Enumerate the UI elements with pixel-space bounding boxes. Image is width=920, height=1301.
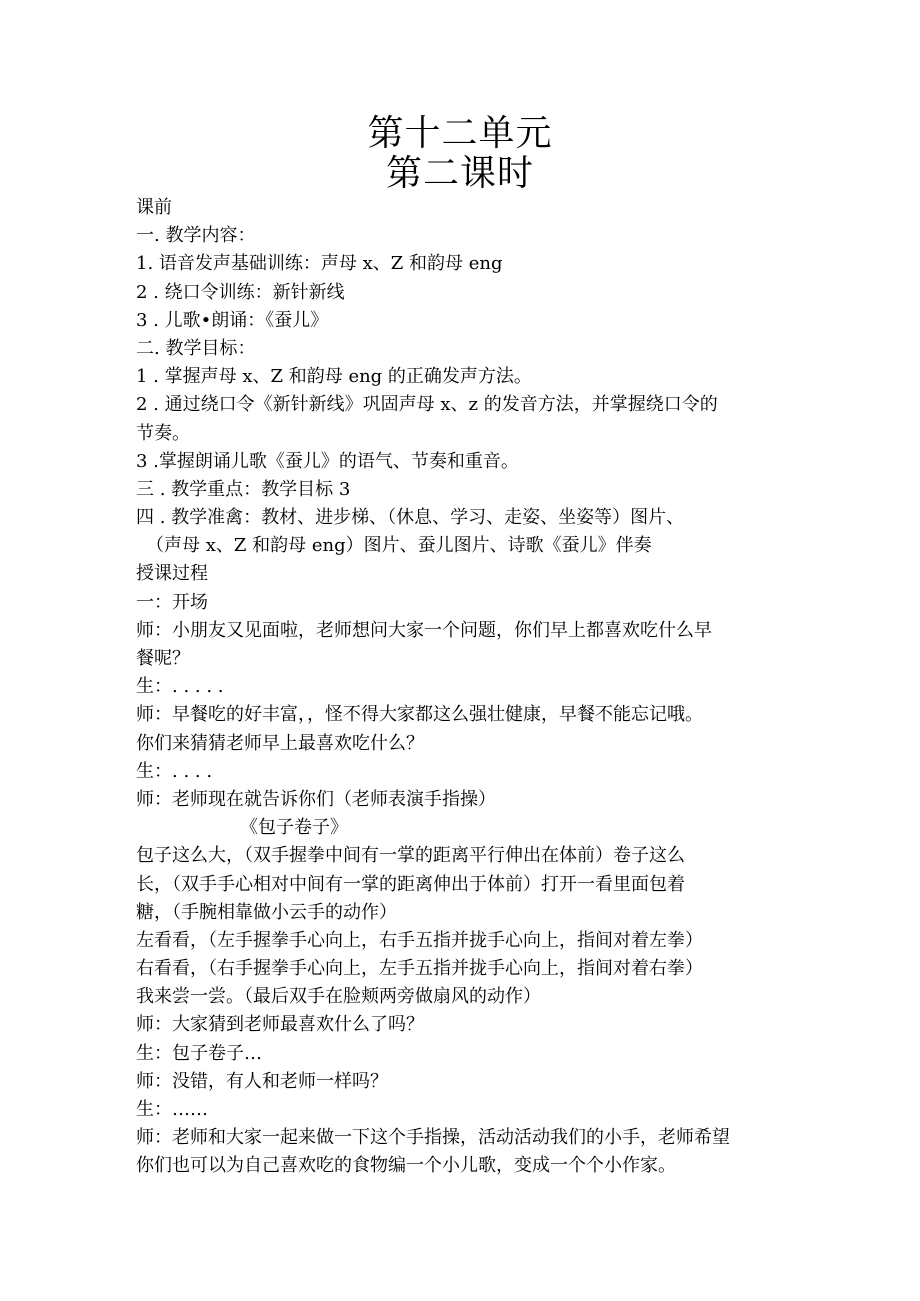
rhyme-line: 长，（双手手心相对中间有一掌的距离伸出于体前）打开一看里面包着 — [136, 873, 685, 895]
goal-item-3: 3 .掌握朗诵儿歌《蚕儿》的语气、节奏和重音。 — [136, 450, 519, 472]
rhyme-title: 《包子卷子》 — [240, 817, 348, 839]
document-body — [136, 194, 796, 1181]
section-heading-process: 授课过程 — [136, 563, 208, 585]
rhyme-line: 右看看，（右手握拳手心向上，左手五指并拢手心向上，指间对着右拳） — [136, 958, 703, 980]
dialogue-line: 师：早餐吃的好丰富，，怪不得大家都这么强壮健康，早餐不能忘记哦。 — [136, 704, 703, 726]
dialogue-line: 生：包子卷子… — [136, 1042, 262, 1064]
dialogue-line: 餐呢？ — [136, 648, 190, 669]
rhyme-line: 糖，（手腕相靠做小云手的动作） — [136, 901, 397, 923]
content-item-1: 1. 语音发声基础训练：声母 x、Z 和韵母 eng — [136, 253, 503, 275]
rhyme-line: 我来尝一尝。（最后双手在脸颊两旁做扇风的动作） — [136, 986, 541, 1008]
dialogue-line: 生：. . . . . — [136, 676, 224, 698]
heading-opening: 一：开场 — [136, 591, 208, 613]
teaching-focus: 三 . 教学重点：教学目标 3 — [136, 478, 351, 500]
goal-item-2: 2 . 通过绕口令《新针新线》巩固声母 x、z 的发音方法，并掌握绕口令的 — [136, 394, 718, 416]
dialogue-line: 师：没错，有人和老师一样吗？ — [136, 1070, 388, 1092]
unit-title: 第十二单元 — [367, 113, 553, 154]
teaching-preparation-continued: （声母 x、Z 和韵母 eng）图片、蚕儿图片、诗歌《蚕儿》伴奏 — [146, 535, 652, 557]
goal-item-2-continued: 节奏。 — [136, 422, 190, 444]
section-heading-before-class: 课前 — [136, 197, 172, 218]
dialogue-line: 生：…… — [136, 1099, 208, 1120]
dialogue-line: 师：老师现在就告诉你们（老师表演手指操） — [136, 788, 496, 810]
dialogue-line: 生：. . . . — [136, 760, 213, 782]
heading-teaching-goals: 二. 教学目标： — [136, 337, 256, 359]
rhyme-line: 左看看，（左手握拳手心向上，右手五指并拢手心向上，指间对着左拳） — [136, 929, 703, 951]
goal-item-1: 1 . 掌握声母 x、Z 和韵母 eng 的正确发声方法。 — [136, 366, 532, 388]
dialogue-line: 师：大家猜到老师最喜欢什么了吗？ — [136, 1014, 424, 1036]
dialogue-line: 师：小朋友又见面啦，老师想问大家一个问题，你们早上都喜欢吃什么早 — [136, 619, 712, 641]
dialogue-line: 你们也可以为自己喜欢吃的食物编一个小儿歌，变成一个个小作家。 — [136, 1155, 676, 1177]
dialogue-line: 师：老师和大家一起来做一下这个手指操，活动活动我们的小手，老师希望 — [136, 1127, 730, 1149]
content-item-2: 2 . 绕口令训练：新针新线 — [136, 281, 345, 303]
content-item-3: 3 . 儿歌•朗诵：《蚕儿》 — [136, 309, 329, 331]
rhyme-line: 包子这么大，（双手握拳中间有一掌的距离平行伸出在体前）卷子这么 — [136, 845, 685, 867]
dialogue-line: 你们来猜猜老师早上最喜欢吃什么？ — [136, 732, 424, 754]
lesson-title: 第二课时 — [385, 153, 534, 194]
teaching-preparation: 四 . 教学准禽：教材、进步梯、（休息、学习、走姿、坐姿等）图片、 — [136, 507, 685, 529]
heading-teaching-content: 一. 教学内容： — [136, 225, 256, 247]
